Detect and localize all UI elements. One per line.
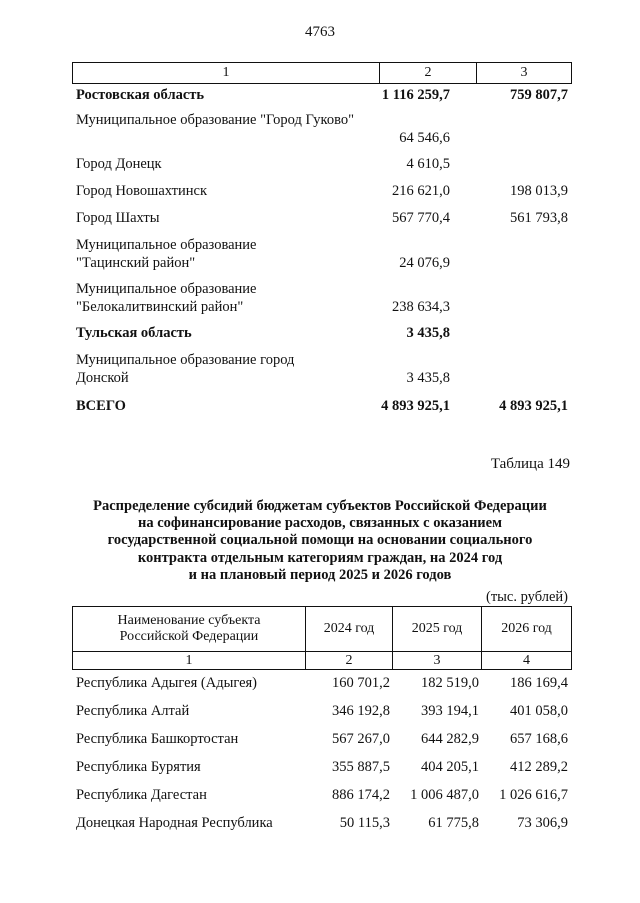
table2-row bbox=[72, 702, 570, 720]
row-name: ВСЕГО bbox=[76, 398, 126, 414]
region-name: Республика Бурятия bbox=[76, 759, 201, 775]
value-2025: 1 006 487,0 bbox=[410, 787, 479, 803]
title-line: государственной социальной помощи на основании социального bbox=[107, 532, 533, 549]
table2-column-numbers bbox=[73, 652, 571, 669]
row-value-1: 567 770,4 bbox=[392, 210, 450, 226]
row-name: Город Донецк bbox=[76, 156, 162, 172]
value-2026: 1 026 616,7 bbox=[499, 787, 568, 803]
row-name: Город Шахты bbox=[76, 210, 160, 226]
table2-row bbox=[72, 814, 570, 832]
row-value-1: 238 634,3 bbox=[392, 299, 450, 315]
value-2026: 412 289,2 bbox=[510, 759, 568, 775]
value-2025: 404 205,1 bbox=[421, 759, 479, 775]
header-name-line2: Российской Федерации bbox=[119, 629, 259, 644]
header-name-line1: Наименование субъекта bbox=[117, 613, 261, 628]
table2-colnum-4: 4 bbox=[523, 652, 530, 668]
table2-row bbox=[72, 730, 570, 748]
table1-column-numbers bbox=[72, 62, 572, 84]
row-value-1: 3 435,8 bbox=[406, 370, 450, 386]
row-value-1: 24 076,9 bbox=[399, 255, 450, 271]
row-name: Муниципальное образование город Донской bbox=[76, 352, 295, 386]
value-2026: 657 168,6 bbox=[510, 731, 568, 747]
title-line: контракта отдельным категориям граждан, на 2024 год bbox=[137, 549, 503, 566]
page-number: 4763 bbox=[305, 24, 335, 40]
table-label: Таблица 149 bbox=[490, 456, 570, 472]
value-2024: 355 887,5 bbox=[332, 759, 390, 775]
value-2026: 73 306,9 bbox=[517, 815, 568, 831]
row-value-1: 3 435,8 bbox=[406, 325, 450, 341]
header-2026: 2026 год bbox=[501, 621, 552, 636]
table2-row bbox=[72, 758, 570, 776]
value-2025: 182 519,0 bbox=[421, 675, 479, 691]
table2-row bbox=[72, 674, 570, 692]
table2-colnum-2: 2 bbox=[306, 652, 393, 669]
value-2026: 186 169,4 bbox=[510, 675, 568, 691]
title-line: Распределение субсидий бюджетам субъектов Российской Федерации bbox=[93, 498, 547, 514]
table2-row bbox=[72, 786, 570, 804]
row-value-1: 1 116 259,7 bbox=[381, 87, 450, 103]
region-name: Республика Алтай bbox=[76, 703, 190, 719]
table1-colnum-3: 3 bbox=[520, 65, 528, 80]
table1-colnum-1: 1 bbox=[73, 63, 380, 83]
value-2024: 50 115,3 bbox=[339, 815, 390, 831]
row-value-1: 4 893 925,1 bbox=[381, 398, 450, 414]
region-name: Республика Адыгея (Адыгея) bbox=[76, 675, 258, 691]
value-2025: 644 282,9 bbox=[421, 731, 479, 747]
header-region-name bbox=[73, 607, 306, 651]
row-value-2: 759 807,7 bbox=[510, 87, 568, 103]
row-name: Муниципальное образование "Тацинский район" bbox=[76, 237, 257, 271]
row-value-2: 4 893 925,1 bbox=[499, 398, 568, 414]
region-name: Донецкая Народная Республика bbox=[76, 815, 273, 831]
row-name: Ростовская область bbox=[76, 87, 205, 103]
table2-colnum-1: 1 bbox=[73, 652, 306, 669]
title-line: и на плановый период 2025 и 2026 годов bbox=[188, 566, 452, 583]
header-2025: 2025 год bbox=[393, 607, 482, 651]
value-2025: 393 194,1 bbox=[421, 703, 479, 719]
row-name: Муниципальное образование "Город Гуково" bbox=[76, 112, 355, 128]
row-value-2: 561 793,8 bbox=[510, 210, 568, 226]
units-label: (тыс. рублей) bbox=[486, 589, 568, 605]
value-2024: 346 192,8 bbox=[332, 703, 390, 719]
table2-header bbox=[72, 606, 572, 670]
table-title bbox=[60, 498, 580, 584]
region-name: Республика Башкортостан bbox=[76, 731, 239, 747]
row-name: Муниципальное образование "Белокалитвинский район" bbox=[76, 281, 257, 315]
value-2026: 401 058,0 bbox=[510, 703, 568, 719]
value-2024: 567 267,0 bbox=[332, 731, 390, 747]
row-value-1: 64 546,6 bbox=[399, 130, 450, 146]
title-line: на софинансирование расходов, связанных с оказанием bbox=[138, 515, 502, 532]
row-value-2: 198 013,9 bbox=[510, 183, 568, 199]
value-2024: 886 174,2 bbox=[332, 787, 390, 803]
header-2024: 2024 год bbox=[306, 607, 393, 651]
row-name: Тульская область bbox=[76, 325, 192, 341]
value-2024: 160 701,2 bbox=[332, 675, 390, 691]
value-2025: 61 775,8 bbox=[428, 815, 479, 831]
table1-colnum-2: 2 bbox=[380, 63, 477, 83]
table2-colnum-3: 3 bbox=[393, 652, 482, 669]
row-value-1: 216 621,0 bbox=[392, 183, 450, 199]
row-name: Город Новошахтинск bbox=[76, 183, 207, 199]
table2-header-row bbox=[73, 607, 571, 652]
row-value-1: 4 610,5 bbox=[406, 156, 450, 172]
region-name: Республика Дагестан bbox=[76, 787, 207, 803]
